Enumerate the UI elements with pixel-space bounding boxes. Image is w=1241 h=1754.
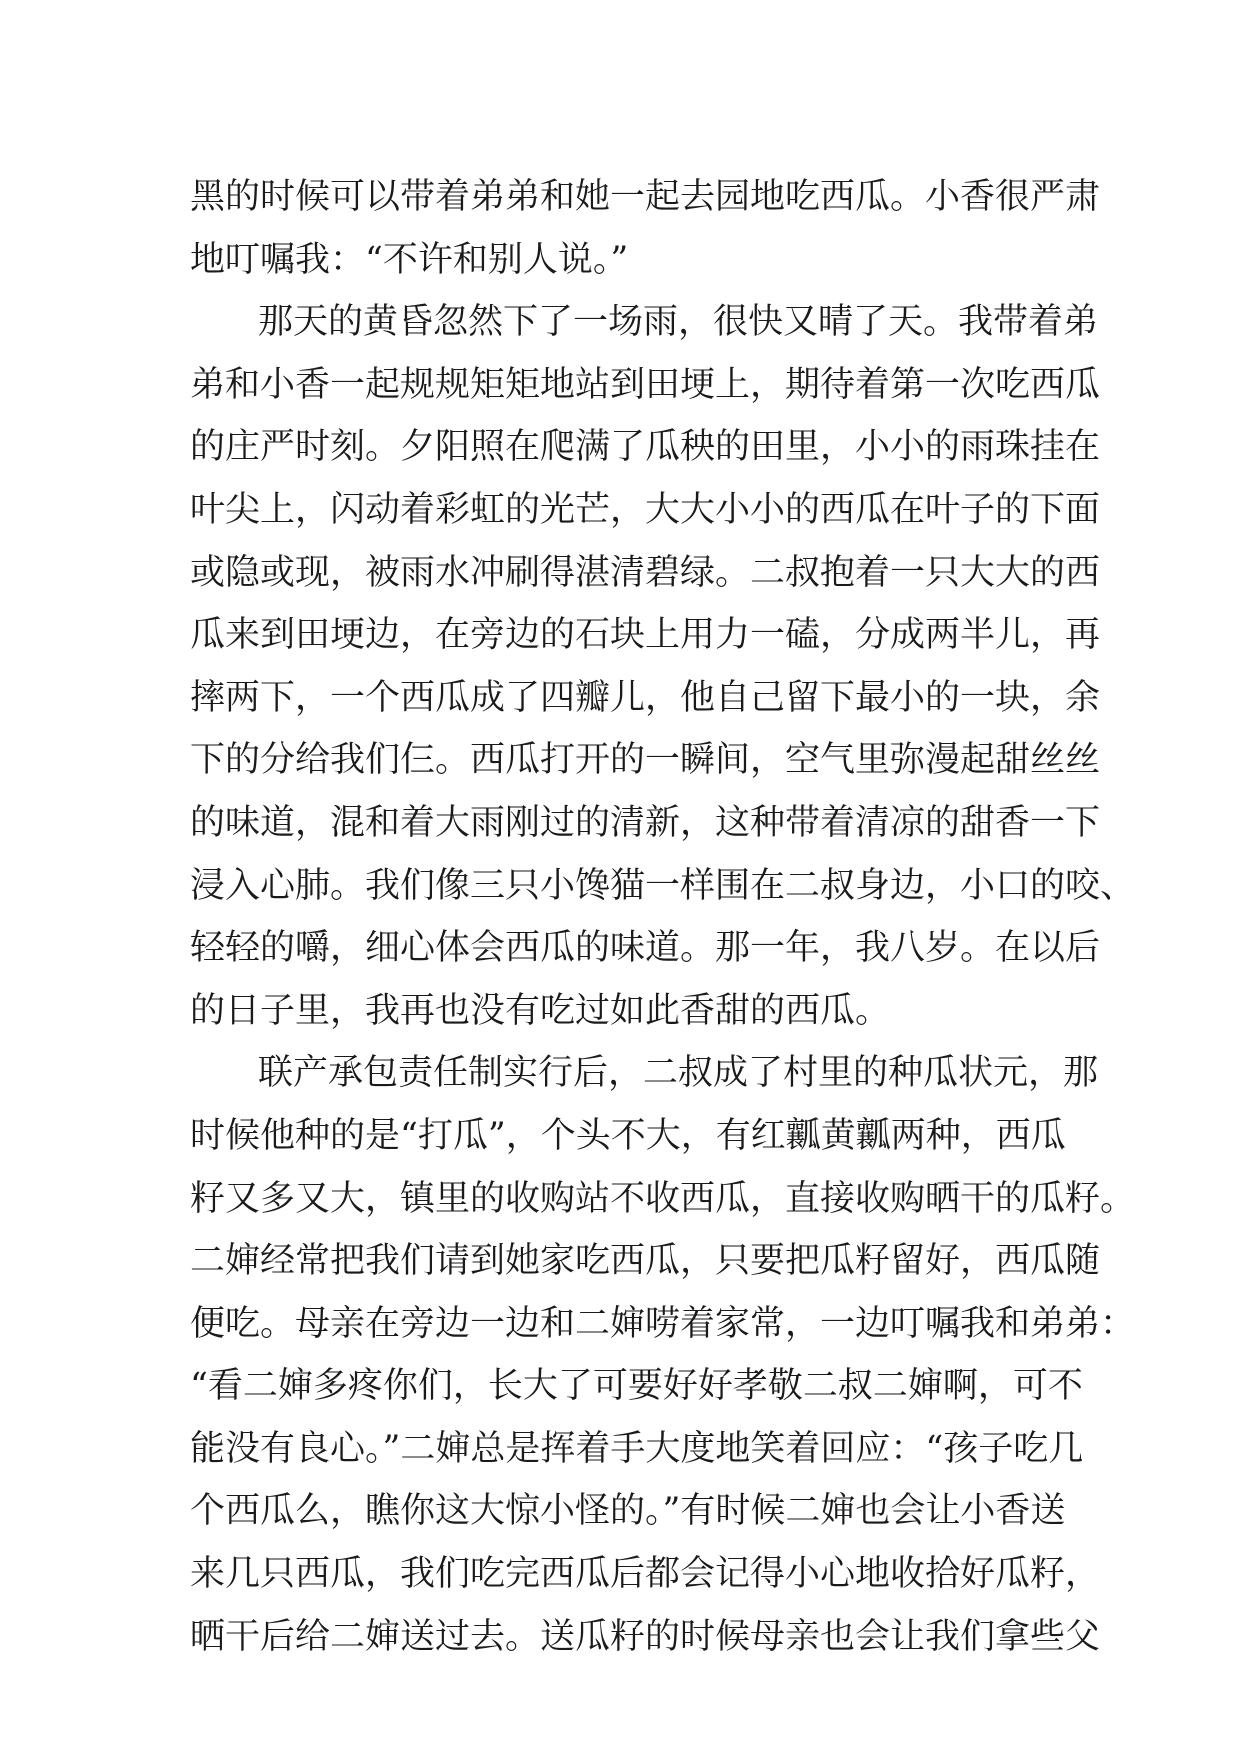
text-line: 或隐或现，被雨水冲刷得湛清碧绿。二叔抱着一只大大的西 bbox=[190, 552, 1101, 593]
text-line: 时候他种的是“打瓜”，个头不大，有红瓤黄瓤两种，西瓜 bbox=[190, 1115, 1066, 1156]
text-line: 下的分给我们仨。西瓜打开的一瞬间，空气里弥漫起甜丝丝 bbox=[190, 740, 1101, 781]
text-line: 地叮嘱我：“不许和别人说。” bbox=[190, 239, 629, 280]
text-line: 二婶经常把我们请到她家吃西瓜，只要把瓜籽留好，西瓜随 bbox=[190, 1241, 1101, 1282]
text-line: 轻轻的嚼，细心体会西瓜的味道。那一年，我八岁。在以后 bbox=[190, 928, 1101, 969]
text-line: 个西瓜么，瞧你这大惊小怪的。”有时候二婶也会让小香送 bbox=[190, 1491, 1066, 1532]
text-line: 黑的时候可以带着弟弟和她一起去园地吃西瓜。小香很严肃 bbox=[190, 177, 1101, 217]
text-line: 便吃。母亲在旁边一边和二婶唠着家常，一边叮嘱我和弟弟： bbox=[190, 1303, 1136, 1344]
body-text bbox=[190, 166, 1136, 1668]
text-line: 的庄严时刻。夕阳照在爬满了瓜秧的田里，小小的雨珠挂在 bbox=[190, 427, 1101, 468]
text-line: 的日子里，我再也没有吃过如此香甜的西瓜。 bbox=[190, 990, 891, 1031]
text-line: 的味道，混和着大雨刚过的清新，这种带着清凉的甜香一下 bbox=[190, 802, 1101, 843]
text-line: 能没有良心。”二婶总是挥着手大度地笑着回应：“孩子吃几 bbox=[190, 1428, 1084, 1469]
text-line: “看二婶多疼你们，长大了可要好好孝敬二叔二婶啊，可不 bbox=[190, 1366, 1083, 1407]
text-line: 联产承包责任制实行后，二叔成了村里的种瓜状元，那 bbox=[258, 1053, 1099, 1094]
text-line: 那天的黄昏忽然下了一场雨，很快又晴了天。我带着弟 bbox=[258, 302, 1099, 343]
text-line: 来几只西瓜，我们吃完西瓜后都会记得小心地收拾好瓜籽， bbox=[190, 1554, 1101, 1595]
text-line: 叶尖上，闪动着彩虹的光芒，大大小小的西瓜在叶子的下面 bbox=[190, 489, 1101, 530]
text-line: 籽又多又大，镇里的收购站不收西瓜，直接收购晒干的瓜籽。 bbox=[190, 1178, 1136, 1219]
text-line: 弟和小香一起规规矩矩地站到田埂上，期待着第一次吃西瓜 bbox=[190, 364, 1101, 405]
text-line: 瓜来到田埂边，在旁边的石块上用力一磕，分成两半儿，再 bbox=[190, 615, 1101, 656]
text-line: 摔两下，一个西瓜成了四瓣儿，他自己留下最小的一块，余 bbox=[190, 677, 1101, 718]
text-line: 浸入心肺。我们像三只小馋猫一样围在二叔身边，小口的咬、 bbox=[190, 865, 1136, 906]
text-line: 晒干后给二婶送过去。送瓜籽的时候母亲也会让我们拿些父 bbox=[190, 1616, 1101, 1657]
